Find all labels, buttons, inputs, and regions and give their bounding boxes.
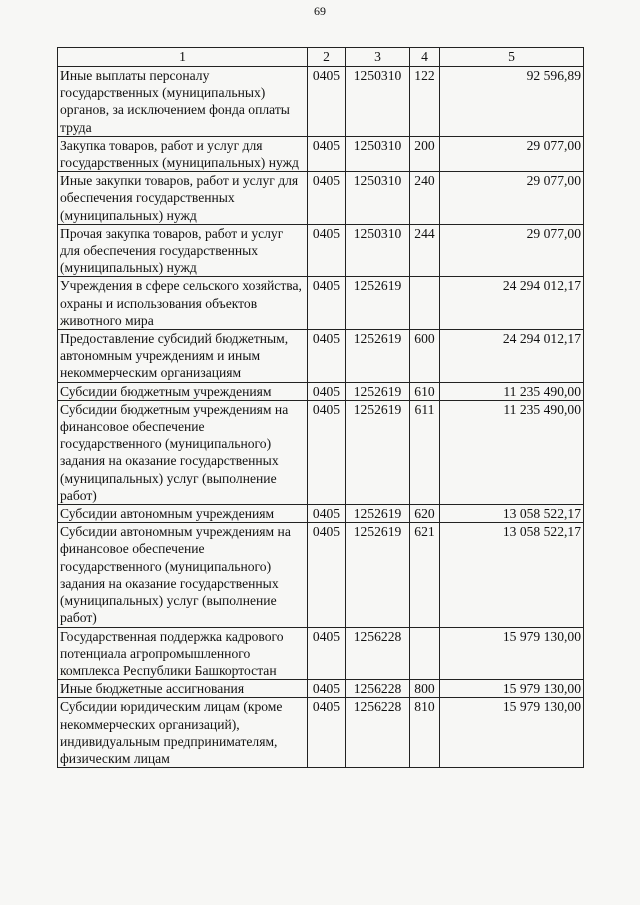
section-code: 0405	[308, 382, 346, 400]
table-row	[58, 224, 584, 277]
target-article-code: 1252619	[346, 523, 410, 627]
amount: 29 077,00	[440, 172, 584, 225]
target-article-code: 1250310	[346, 172, 410, 225]
table-row	[58, 627, 584, 680]
target-article-code: 1252619	[346, 505, 410, 523]
target-article-code: 1252619	[346, 330, 410, 383]
amount: 11 235 490,00	[440, 382, 584, 400]
table-row	[58, 136, 584, 171]
section-code: 0405	[308, 136, 346, 171]
amount: 24 294 012,17	[440, 277, 584, 330]
expense-type-code: 611	[410, 400, 440, 504]
expense-type-code: 621	[410, 523, 440, 627]
amount: 29 077,00	[440, 136, 584, 171]
target-article-code: 1256228	[346, 680, 410, 698]
table-header-row	[58, 48, 584, 67]
table-body	[58, 67, 584, 768]
section-code: 0405	[308, 172, 346, 225]
amount: 92 596,89	[440, 67, 584, 137]
budget-table	[57, 47, 584, 768]
expense-type-code: 122	[410, 67, 440, 137]
section-code: 0405	[308, 505, 346, 523]
item-name: Субсидии юридическим лицам (кроме некоммерческих организаций), индивидуальным предпринимателям, физическим лицам	[58, 698, 308, 768]
header-col-1: 1	[58, 48, 308, 67]
item-name: Субсидии бюджетным учреждениям на финансовое обеспечение государственного (муниципального) задания на оказание государственных (муниципальных) услуг (выполнение работ)	[58, 400, 308, 504]
amount: 15 979 130,00	[440, 680, 584, 698]
item-name: Предоставление субсидий бюджетным, автономным учреждениям и иным некоммерческим организациям	[58, 330, 308, 383]
expense-type-code	[410, 277, 440, 330]
section-code: 0405	[308, 330, 346, 383]
table-row	[58, 67, 584, 137]
item-name: Государственная поддержка кадрового потенциала агропромышленного комплекса Республики Башкортостан	[58, 627, 308, 680]
section-code: 0405	[308, 680, 346, 698]
section-code: 0405	[308, 698, 346, 768]
table-row	[58, 698, 584, 768]
header-col-2: 2	[308, 48, 346, 67]
section-code: 0405	[308, 627, 346, 680]
item-name: Иные закупки товаров, работ и услуг для обеспечения государственных (муниципальных) нужд	[58, 172, 308, 225]
section-code: 0405	[308, 224, 346, 277]
expense-type-code: 800	[410, 680, 440, 698]
amount: 13 058 522,17	[440, 523, 584, 627]
expense-type-code: 620	[410, 505, 440, 523]
item-name: Иные выплаты персоналу государственных (муниципальных) органов, за исключением фонда оплаты труда	[58, 67, 308, 137]
expense-type-code: 244	[410, 224, 440, 277]
table-row	[58, 523, 584, 627]
header-col-5: 5	[440, 48, 584, 67]
target-article-code: 1252619	[346, 400, 410, 504]
amount: 11 235 490,00	[440, 400, 584, 504]
target-article-code: 1252619	[346, 382, 410, 400]
section-code: 0405	[308, 523, 346, 627]
target-article-code: 1252619	[346, 277, 410, 330]
page-number: 69	[314, 4, 326, 18]
item-name: Субсидии автономным учреждениям	[58, 505, 308, 523]
target-article-code: 1256228	[346, 698, 410, 768]
amount: 24 294 012,17	[440, 330, 584, 383]
item-name: Субсидии бюджетным учреждениям	[58, 382, 308, 400]
target-article-code: 1256228	[346, 627, 410, 680]
header-col-4: 4	[410, 48, 440, 67]
item-name: Прочая закупка товаров, работ и услуг для обеспечения государственных (муниципальных) нужд	[58, 224, 308, 277]
table-row	[58, 400, 584, 504]
expense-type-code: 600	[410, 330, 440, 383]
expense-type-code: 240	[410, 172, 440, 225]
expense-type-code	[410, 627, 440, 680]
target-article-code: 1250310	[346, 67, 410, 137]
item-name: Учреждения в сфере сельского хозяйства, охраны и использования объектов животного мира	[58, 277, 308, 330]
section-code: 0405	[308, 277, 346, 330]
amount: 13 058 522,17	[440, 505, 584, 523]
target-article-code: 1250310	[346, 136, 410, 171]
expense-type-code: 610	[410, 382, 440, 400]
section-code: 0405	[308, 67, 346, 137]
table-row	[58, 382, 584, 400]
expense-type-code: 200	[410, 136, 440, 171]
table-row	[58, 172, 584, 225]
amount: 29 077,00	[440, 224, 584, 277]
expense-type-code: 810	[410, 698, 440, 768]
table-row	[58, 680, 584, 698]
section-code: 0405	[308, 400, 346, 504]
header-col-3: 3	[346, 48, 410, 67]
item-name: Иные бюджетные ассигнования	[58, 680, 308, 698]
target-article-code: 1250310	[346, 224, 410, 277]
item-name: Субсидии автономным учреждениям на финансовое обеспечение государственного (муниципального) задания на оказание государственных (муниципальных) услуг (выполнение работ)	[58, 523, 308, 627]
amount: 15 979 130,00	[440, 627, 584, 680]
amount: 15 979 130,00	[440, 698, 584, 768]
table-row	[58, 330, 584, 383]
table-row	[58, 277, 584, 330]
item-name: Закупка товаров, работ и услуг для государственных (муниципальных) нужд	[58, 136, 308, 171]
table-row	[58, 505, 584, 523]
